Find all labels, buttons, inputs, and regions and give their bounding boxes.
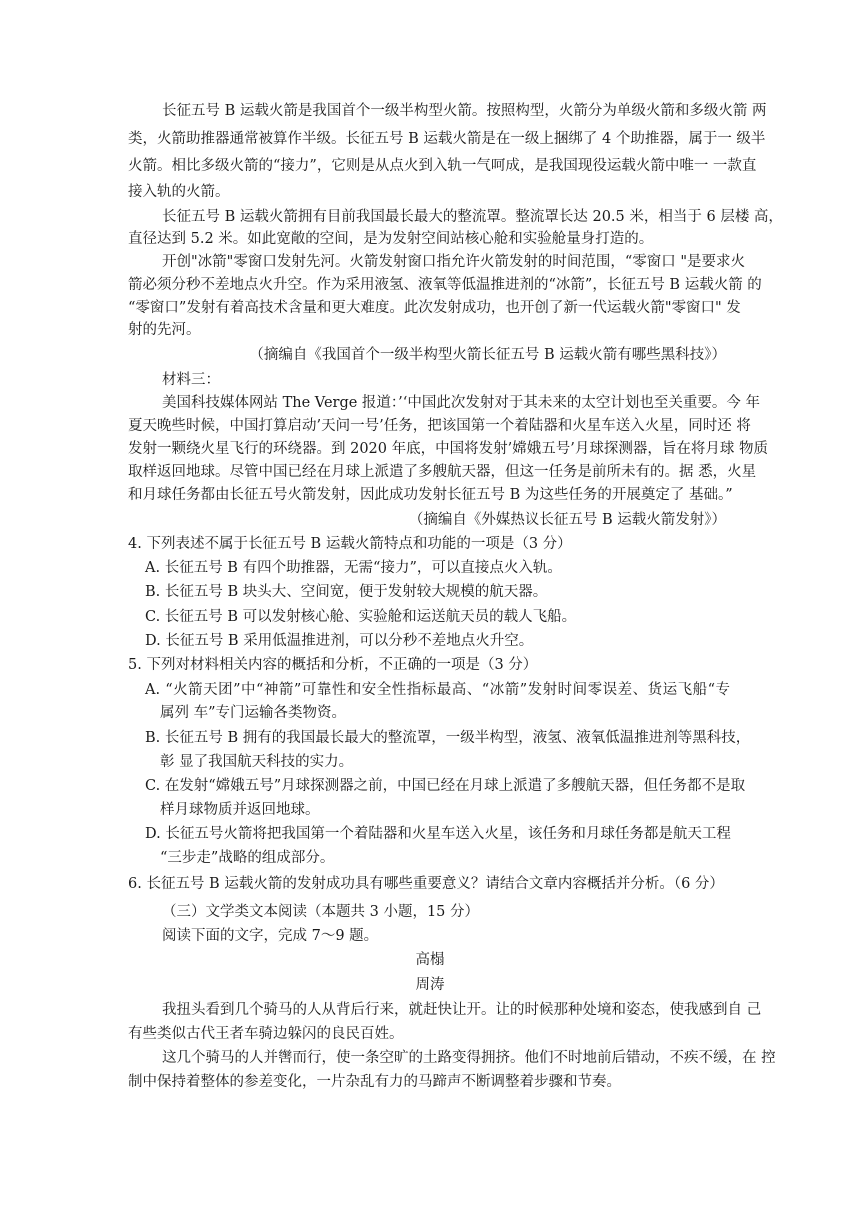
text-line: 接入轨的火箭。 xyxy=(128,184,230,200)
text-line: 箭必须分秒不差地点火升空。作为采用液氢、液氧等低温推进剂的“冰箭”，长征五号 B 运载火箭 的 xyxy=(128,277,762,293)
option-c-cont: 样月球物质并返回地球。 xyxy=(160,802,320,818)
option-a-cont: 属列 车”专门运输各类物资。 xyxy=(160,705,347,721)
text-line: 取样返回地球。尽管中国已经在月球上派遣了多艘航天器，但这一任务是前所未有的。据 悉，火星 xyxy=(128,464,757,480)
text-line: 火箭。相比多级火箭的“接力”，它则是从点火到入轨一气呵成，是我国现役运载火箭中唯一 一款直 xyxy=(128,158,757,174)
question-stem: 4. 下列表述不属于长征五号 B 运载火箭特点和功能的一项是（3 分） xyxy=(128,536,572,552)
question-6: 6. 长征五号 B 运载火箭的发射成功具有哪些重要意义？请结合文章内容概括并分析。（6 分） xyxy=(128,876,724,892)
text-line: 制中保持着整体的参差变化，一片杂乱有力的马蹄声不断调整着步骤和节奏。 xyxy=(128,1074,621,1090)
material-3-label: 材料三： xyxy=(162,372,220,388)
question-stem: 5. 下列对材料相关内容的概括和分析，不正确的一项是（3 分） xyxy=(128,657,538,673)
text-line: 发射一颗绕火星飞行的环绕器。到 2020 年底，中国将发射’嫦娥五号’月球探测器，旨在将月球 物质 xyxy=(128,441,768,457)
source-citation-2: （摘编自《外媒热议长征五号 B 运载火箭发射》） xyxy=(408,512,726,528)
story-author: 周涛 xyxy=(415,977,445,993)
text-line: 有些类似古代王者车骑边躲闪的良民百姓。 xyxy=(128,1026,404,1042)
text-line: 长征五号 B 运载火箭拥有目前我国最长最大的整流罩。整流罩长达 20.5 米，相当于 6 层楼 高， xyxy=(162,209,783,225)
text-line: 类，火箭助推器通常被算作半级。长征五号 B 运载火箭是在一级上捆绑了 4 个助推器，属于一 级半 xyxy=(128,131,766,147)
option-d: D. 长征五号 B 采用低温推进剂，可以分秒不差地点火升空。 xyxy=(145,633,534,649)
option-d: D. 长征五号火箭将把我国第一个着陆器和火星车送入火星，该任务和月球任务都是航天工程 xyxy=(145,826,731,842)
option-b: B. 长征五号 B 块头大、空间宽，便于发射较大规模的航天器。 xyxy=(145,584,548,600)
text-line: 射的先河。 xyxy=(128,322,201,338)
text-line: 开创"冰箭"零窗口发射先河。火箭发射窗口指允许火箭发射的时间范围，“零窗口 "是要求火 xyxy=(162,254,746,270)
option-d-cont: “三步走”战略的组成部分。 xyxy=(160,850,335,866)
source-citation-1: （摘编自《我国首个一级半构型火箭长征五号 B 运载火箭有哪些黑科技》） xyxy=(249,347,726,363)
text-line: 这几个骑马的人并辔而行，使一条空旷的土路变得拥挤。他们不时地前后错动，不疾不缓，在 控 xyxy=(162,1050,776,1066)
story-title: 高榻 xyxy=(415,952,445,968)
option-c: C. 在发射“嫦娥五号”月球探测器之前，中国已经在月球上派遣了多艘航天器，但任务都不是取 xyxy=(145,778,746,794)
text-line: “零窗口”发射有着高技术含量和更大难度。此次发射成功，也开创了新一代运载火箭"零窗口" 发 xyxy=(128,300,741,316)
option-c: C. 长征五号 B 可以发射核心舱、实验舱和运送航天员的载人飞船。 xyxy=(145,609,577,625)
option-b-cont: 彰 显了我国航天科技的实力。 xyxy=(160,754,354,770)
option-a: A. 长征五号 B 有四个助推器，无需“接力”，可以直接点火入轨。 xyxy=(145,560,562,576)
text-line: 美国科技媒体网站 The Verge 报道：’‘中国此次发射对于其未来的太空计划也至关重要。今 年 xyxy=(162,395,761,411)
section-heading: （三）文学类文本阅读（本题共 3 小题，15 分） xyxy=(162,904,480,920)
option-b: B. 长征五号 B 拥有的我国最长最大的整流罩，一级半构型，液氢、液氧低温推进剂等黑科技， xyxy=(145,730,751,746)
text-line: 我扭头看到几个骑马的人从背后行来，就赶快让开。让的时候那种处境和姿态，使我感到自 己 xyxy=(162,1002,762,1018)
option-a: A. “火箭天团”中“神箭”可靠性和安全性指标最高、“冰箭”发射时间零误差、货运飞船“专 xyxy=(145,682,730,698)
text-line: 夏天晚些时候，中国打算启动’天问一号’任务，把该国第一个着陆器和火星车送入火星，同时还 将 xyxy=(128,418,751,434)
text-line: 和月球任务都由长征五号火箭发射，因此成功发射长征五号 B 为这些任务的开展奠定了 基础。” xyxy=(128,487,733,503)
reading-instruction: 阅读下面的文字，完成 7～9 题。 xyxy=(162,928,379,944)
text-line: 长征五号 B 运载火箭是我国首个一级半构型火箭。按照构型，火箭分为单级火箭和多级火箭 两 xyxy=(162,103,767,119)
text-line: 直径达到 5.2 米。如此宽敞的空间，是为发射空间站核心舱和实验舱量身打造的。 xyxy=(128,231,654,247)
